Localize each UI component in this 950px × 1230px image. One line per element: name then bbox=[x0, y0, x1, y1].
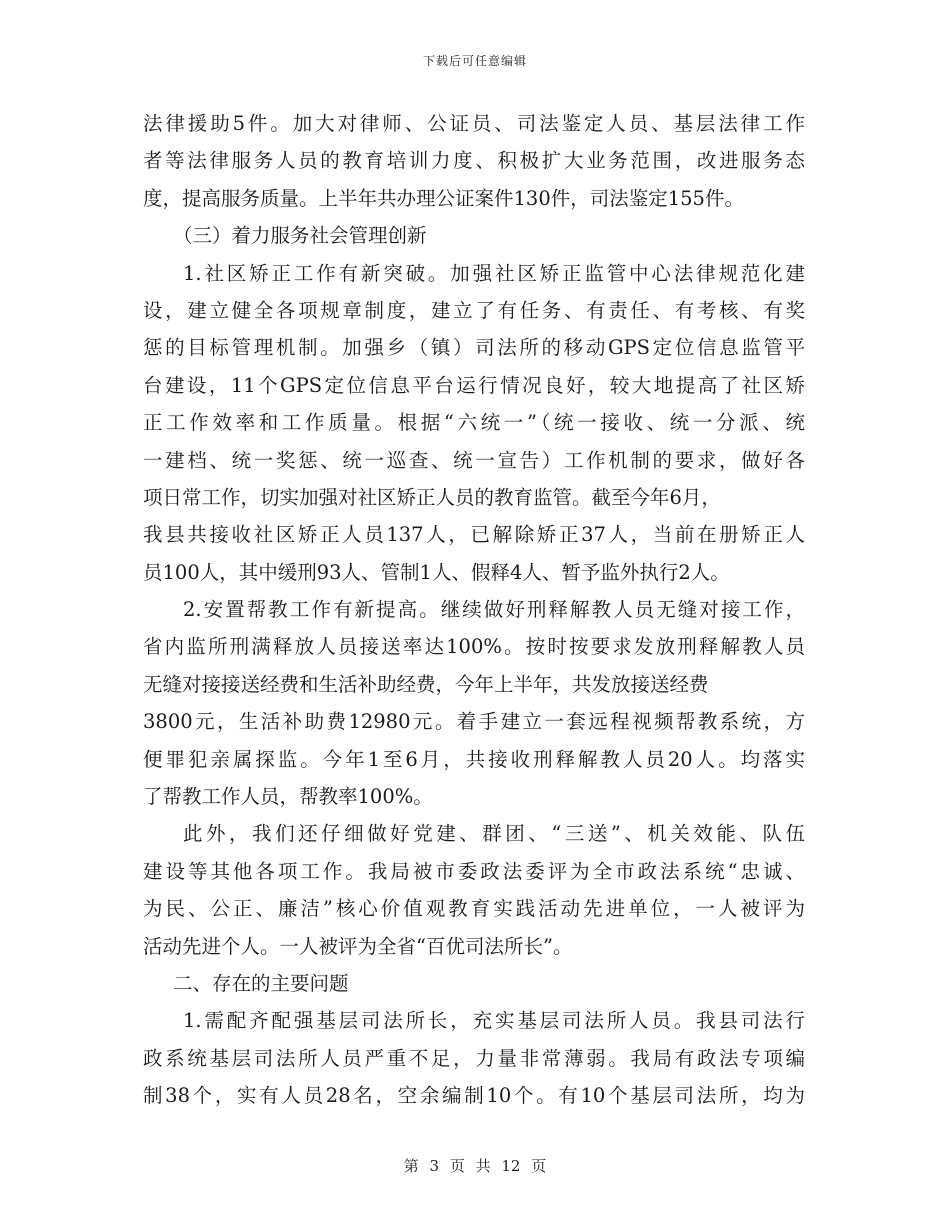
text-line: 度，提高服务质量。上半年共办理公证案件130件，司法鉴定155件。 bbox=[143, 186, 744, 210]
text-line: 为民、公正、廉洁”核心价值观教育实践活动先进单位，一人被评为 bbox=[143, 897, 805, 921]
section-heading: （三）着力服务社会管理创新 bbox=[173, 224, 427, 248]
text-line: 我县共接收社区矫正人员137人，已解除矫正37人，当前在册矫正人 bbox=[143, 523, 805, 547]
text-line: 活动先进个人。一人被评为全省“百优司法所长”。 bbox=[143, 934, 573, 958]
text-line: 无缝对接接送经费和生活补助经费，今年上半年，共发放接送经费 bbox=[143, 672, 709, 696]
text-line: 省内监所刑满释放人员接送率达100%。按时按要求发放刑释解教人员 bbox=[143, 635, 805, 659]
text-line: 项日常工作，切实加强对社区矫正人员的教育监管。截至今年6月， bbox=[143, 485, 721, 509]
text-line: 员100人，其中缓刑93人、管制1人、假释4人、暂予监外执行2人。 bbox=[143, 560, 730, 584]
text-line: 了帮教工作人员，帮教率100%。 bbox=[143, 785, 433, 809]
text-line: 法律援助5件。加大对律师、公证员、司法鉴定人员、基层法律工作 bbox=[143, 112, 805, 135]
text-line: 1.社区矫正工作有新突破。加强社区矫正监管中心法律规范化建 bbox=[183, 261, 805, 285]
text-line: 1.需配齐配强基层司法所长，充实基层司法所人员。我县司法行 bbox=[183, 1009, 805, 1033]
text-line: 一建档、统一奖惩、统一巡查、统一宣告）工作机制的要求，做好各 bbox=[143, 448, 805, 472]
page-header: 下载后可任意编辑 bbox=[422, 54, 527, 68]
text-line: 惩的目标管理机制。加强乡（镇）司法所的移动GPS定位信息监管平 bbox=[143, 336, 805, 360]
text-line: 便罪犯亲属探监。今年1至6月，共接收刑释解教人员20人。均落实 bbox=[143, 747, 805, 771]
text-line: 者等法律服务人员的教育培训力度、积极扩大业务范围，改进服务态 bbox=[143, 149, 805, 173]
text-line: 3800元，生活补助费12980元。着手建立一套远程视频帮教系统，方 bbox=[143, 710, 805, 734]
text-line: 此外，我们还仔细做好党建、群团、“三送”、机关效能、队伍 bbox=[183, 822, 805, 846]
section-heading: 二、存在的主要问题 bbox=[173, 971, 349, 995]
text-line: 正工作效率和工作质量。根据“六统一”（统一接收、统一分派、统 bbox=[143, 411, 805, 435]
text-line: 2.安置帮教工作有新提高。继续做好刑释解教人员无缝对接工作， bbox=[183, 598, 805, 622]
text-line: 建设等其他各项工作。我局被市委政法委评为全市政法系统“忠诚、 bbox=[143, 859, 805, 883]
text-line: 制38个，实有人员28名，空余编制10个。有10个基层司法所，均为 bbox=[143, 1084, 805, 1108]
text-line: 政系统基层司法所人员严重不足，力量非常薄弱。我局有政法专项编 bbox=[143, 1046, 805, 1070]
text-line: 设，建立健全各项规章制度，建立了有任务、有责任、有考核、有奖 bbox=[143, 298, 805, 322]
document-body bbox=[143, 105, 805, 1115]
page-number-footer: 第 3 页 共 12 页 bbox=[403, 1157, 547, 1175]
text-line: 台建设，11个GPS定位信息平台运行情况良好，较大地提高了社区矫 bbox=[143, 373, 805, 397]
